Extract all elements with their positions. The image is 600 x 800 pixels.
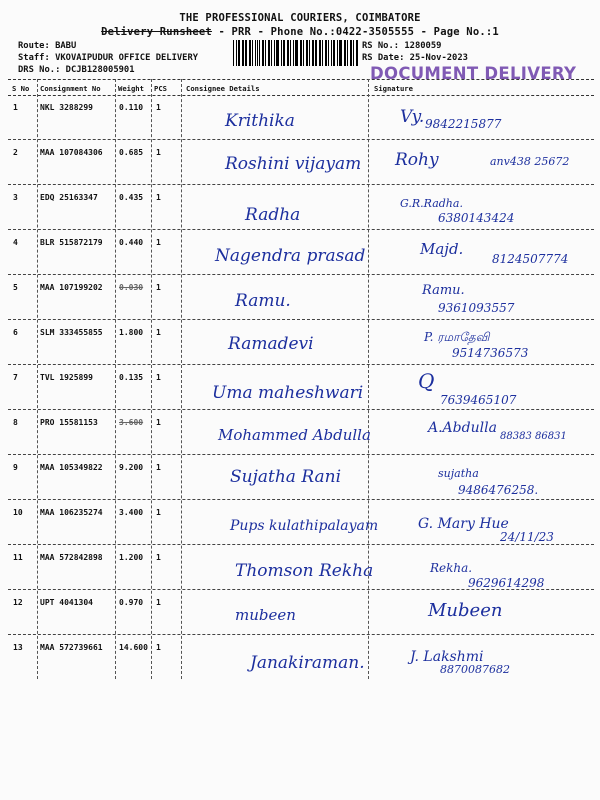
row-consignment: BLR 515872179 bbox=[40, 238, 103, 247]
barcode-bar bbox=[307, 40, 308, 66]
consignee-name: Ramadevi bbox=[228, 334, 314, 354]
barcode-bar bbox=[344, 40, 345, 66]
row-weight: 3.400 bbox=[119, 508, 144, 517]
barcode-bar bbox=[347, 40, 348, 66]
barcode-bar bbox=[288, 40, 289, 66]
barcode-bar bbox=[315, 40, 317, 66]
phone-number: anv438 25672 bbox=[490, 155, 570, 168]
row-consignment: PRO 15581153 bbox=[40, 418, 98, 427]
col-header-sno: S No bbox=[12, 84, 30, 93]
barcode-bar bbox=[312, 40, 313, 66]
barcode-bar bbox=[331, 40, 332, 66]
barcode-bar bbox=[277, 40, 279, 66]
barcode-bar bbox=[239, 40, 240, 66]
consignee-name: Roshini vijayam bbox=[225, 154, 362, 174]
row-pcs: 1 bbox=[156, 193, 161, 202]
row-consignment: EDQ 25163347 bbox=[40, 193, 98, 202]
row-sno: 11 bbox=[13, 553, 23, 562]
row-pcs: 1 bbox=[156, 283, 161, 292]
row-weight: 0.135 bbox=[119, 373, 144, 382]
row-sno: 12 bbox=[13, 598, 23, 607]
row-consignment: UPT 4041304 bbox=[40, 598, 93, 607]
row-consignment: NKL 3288299 bbox=[40, 103, 93, 112]
row-consignment: MAA 107199202 bbox=[40, 283, 103, 292]
row-pcs: 1 bbox=[156, 643, 161, 652]
signature: Rekha. bbox=[430, 561, 473, 575]
consignee-name: Ramu. bbox=[235, 291, 291, 311]
barcode-bar bbox=[350, 40, 351, 66]
barcode-bar bbox=[337, 40, 338, 66]
row-pcs: 1 bbox=[156, 238, 161, 247]
barcode-bar bbox=[246, 40, 247, 66]
consignee-name: Janakiraman. bbox=[250, 653, 365, 673]
row-consignment: MAA 106235274 bbox=[40, 508, 103, 517]
row-pcs: 1 bbox=[156, 463, 161, 472]
barcode-bar bbox=[271, 40, 272, 66]
signature: Majd. bbox=[420, 240, 464, 258]
consignee-name: Uma maheshwari bbox=[212, 383, 364, 403]
barcode-bar bbox=[306, 40, 307, 66]
phone-number: 9629614298 bbox=[468, 576, 545, 590]
consignee-name: Radha bbox=[245, 205, 301, 225]
barcode-bar bbox=[320, 40, 321, 66]
phone-number: 8870087682 bbox=[440, 663, 510, 676]
barcode-bar bbox=[351, 40, 352, 66]
row-pcs: 1 bbox=[156, 328, 161, 337]
row-pcs: 1 bbox=[156, 373, 161, 382]
company-title: THE PROFESSIONAL COURIERS, COIMBATORE bbox=[179, 12, 421, 24]
signature: A.Abdulla bbox=[428, 420, 497, 436]
signature: J. Lakshmi bbox=[410, 649, 484, 665]
barcode-bar bbox=[245, 40, 246, 66]
barcode-bar bbox=[281, 40, 282, 66]
barcode-bar bbox=[274, 40, 275, 66]
row-consignment: TVL 1925899 bbox=[40, 373, 93, 382]
row-consignment: MAA 105349822 bbox=[40, 463, 103, 472]
signature: G.R.Radha. bbox=[400, 197, 463, 210]
consignee-name: Mohammed Abdulla bbox=[218, 426, 371, 444]
barcode-bar bbox=[319, 40, 320, 66]
barcode-bar bbox=[340, 40, 342, 66]
col-header-pcs: PCS bbox=[154, 84, 167, 93]
barcode-bar bbox=[259, 40, 260, 66]
barcode-bar bbox=[328, 40, 329, 66]
barcode-bar bbox=[255, 40, 256, 66]
barcode-bar bbox=[242, 40, 244, 66]
row-sno: 13 bbox=[13, 643, 23, 652]
phone-number: 88383 86831 bbox=[500, 431, 567, 442]
row-weight: 14.600 bbox=[119, 643, 148, 652]
row-sno: 5 bbox=[13, 283, 18, 292]
phone-number: 6380143424 bbox=[438, 211, 515, 225]
row-weight: 9.200 bbox=[119, 463, 144, 472]
row-weight: 0.685 bbox=[119, 148, 144, 157]
barcode-bar bbox=[326, 40, 327, 66]
row-sno: 8 bbox=[13, 418, 18, 427]
barcode-bar bbox=[265, 40, 266, 66]
row-sno: 6 bbox=[13, 328, 18, 337]
barcode-bar bbox=[276, 40, 277, 66]
row-weight: 1.800 bbox=[119, 328, 144, 337]
barcode-bar bbox=[238, 40, 239, 66]
row-pcs: 1 bbox=[156, 508, 161, 517]
barcode-bar bbox=[252, 40, 253, 66]
row-weight: 1.200 bbox=[119, 553, 144, 562]
row-weight: 0.435 bbox=[119, 193, 144, 202]
row-weight: 0.970 bbox=[119, 598, 144, 607]
barcode-bar bbox=[236, 40, 237, 66]
row-pcs: 1 bbox=[156, 103, 161, 112]
table-row bbox=[0, 95, 600, 140]
row-sno: 4 bbox=[13, 238, 18, 247]
phone-number: 9486476258. bbox=[458, 483, 539, 497]
table-row bbox=[0, 455, 600, 500]
barcode-bar bbox=[269, 40, 270, 66]
phone-number: 8124507774 bbox=[492, 252, 569, 266]
barcode-bar bbox=[296, 40, 298, 66]
row-sno: 9 bbox=[13, 463, 18, 472]
row-weight: 3.600 bbox=[119, 418, 144, 427]
barcode-bar bbox=[262, 40, 263, 66]
barcode-bar bbox=[250, 40, 251, 66]
consignee-name: Thomson Rekha bbox=[235, 561, 374, 581]
table-row bbox=[0, 635, 600, 680]
document-delivery-stamp: DOCUMENT DELIVERY bbox=[370, 64, 577, 83]
rs-date: RS Date: 25-Nov-2023 bbox=[362, 53, 468, 63]
barcode-bar bbox=[263, 40, 264, 66]
table-row bbox=[0, 320, 600, 365]
signature: Rohy bbox=[395, 150, 439, 170]
barcode-bar bbox=[339, 40, 340, 66]
table-row bbox=[0, 410, 600, 455]
barcode bbox=[233, 40, 359, 66]
signature: Mubeen bbox=[428, 600, 503, 621]
barcode-bar bbox=[268, 40, 269, 66]
row-sno: 2 bbox=[13, 148, 18, 157]
barcode-bar bbox=[287, 40, 288, 66]
barcode-bar bbox=[313, 40, 314, 66]
barcode-bar bbox=[290, 40, 291, 66]
table-row bbox=[0, 365, 600, 410]
consignee-name: Nagendra prasad bbox=[215, 246, 366, 266]
barcode-bar bbox=[283, 40, 284, 66]
table-row bbox=[0, 500, 600, 545]
col-header-consignment: Consignment No bbox=[40, 84, 101, 93]
barcode-bar bbox=[293, 40, 294, 66]
barcode-bar bbox=[284, 40, 285, 66]
header-top-rule bbox=[8, 79, 594, 80]
row-sno: 3 bbox=[13, 193, 18, 202]
table-row bbox=[0, 545, 600, 590]
consignee-name: Krithika bbox=[225, 111, 295, 131]
table-row bbox=[0, 590, 600, 635]
col-header-signature: Signature bbox=[374, 84, 413, 93]
barcode-bar bbox=[309, 40, 310, 66]
drs-number: DRS No.: DCJB128005901 bbox=[18, 65, 135, 75]
table-row bbox=[0, 230, 600, 275]
row-consignment: MAA 572739661 bbox=[40, 643, 103, 652]
barcode-bar bbox=[301, 40, 302, 66]
row-pcs: 1 bbox=[156, 598, 161, 607]
barcode-bar bbox=[356, 40, 357, 66]
consignee-name: Pups kulathipalayam bbox=[230, 518, 379, 534]
barcode-bar bbox=[333, 40, 334, 66]
barcode-bar bbox=[257, 40, 259, 66]
table-row bbox=[0, 275, 600, 320]
col-header-consignee: Consignee Details bbox=[186, 84, 260, 93]
col-header-weight: Weight bbox=[118, 84, 144, 93]
barcode-bar bbox=[353, 40, 354, 66]
row-consignment: MAA 107084306 bbox=[40, 148, 103, 157]
table-row bbox=[0, 185, 600, 230]
barcode-bar bbox=[322, 40, 323, 66]
phone-number: 9514736573 bbox=[452, 346, 529, 360]
row-consignment: SLM 333455855 bbox=[40, 328, 103, 337]
row-pcs: 1 bbox=[156, 148, 161, 157]
staff-text: Staff: VKOVAIPUDUR OFFICE DELIVERY bbox=[18, 53, 199, 63]
row-consignment: MAA 572842898 bbox=[40, 553, 103, 562]
phone-number: 9842215877 bbox=[425, 117, 502, 131]
signature: G. Mary Hue bbox=[418, 516, 509, 532]
signature: P. ரமாதேவி bbox=[424, 330, 490, 344]
row-sno: 10 bbox=[13, 508, 23, 517]
row-sno: 7 bbox=[13, 373, 18, 382]
barcode-bar bbox=[295, 40, 296, 66]
barcode-bar bbox=[300, 40, 301, 66]
row-weight: 0.030 bbox=[119, 283, 144, 292]
phone-number: 24/11/23 bbox=[500, 530, 554, 544]
row-pcs: 1 bbox=[156, 418, 161, 427]
row-pcs: 1 bbox=[156, 553, 161, 562]
row-sno: 1 bbox=[13, 103, 18, 112]
route-text: Route: BABU bbox=[18, 41, 77, 51]
signature: Q bbox=[418, 369, 435, 393]
phone-number: 7639465107 bbox=[440, 393, 517, 407]
barcode-bar bbox=[334, 40, 335, 66]
signature: Vy. bbox=[400, 107, 425, 127]
rs-number: RS No.: 1280059 bbox=[362, 41, 442, 51]
barcode-bar bbox=[233, 40, 234, 66]
runsheet-label: Delivery Runsheet bbox=[101, 26, 212, 38]
signature: sujatha bbox=[438, 467, 479, 480]
consignee-name: Sujatha Rani bbox=[230, 467, 342, 487]
consignee-name: mubeen bbox=[235, 606, 296, 624]
signature: Ramu. bbox=[422, 283, 465, 298]
barcode-bar bbox=[303, 40, 304, 66]
barcode-bar bbox=[249, 40, 250, 66]
runsheet-subtitle bbox=[0, 26, 600, 38]
barcode-bar bbox=[357, 40, 358, 66]
row-weight: 0.110 bbox=[119, 103, 144, 112]
runsheet-details: - PRR - Phone No.:0422-3505555 - Page No.:1 bbox=[211, 26, 499, 38]
barcode-bar bbox=[325, 40, 326, 66]
barcode-bar bbox=[345, 40, 346, 66]
row-weight: 0.440 bbox=[119, 238, 144, 247]
table-row bbox=[0, 140, 600, 185]
phone-number: 9361093557 bbox=[438, 301, 515, 315]
